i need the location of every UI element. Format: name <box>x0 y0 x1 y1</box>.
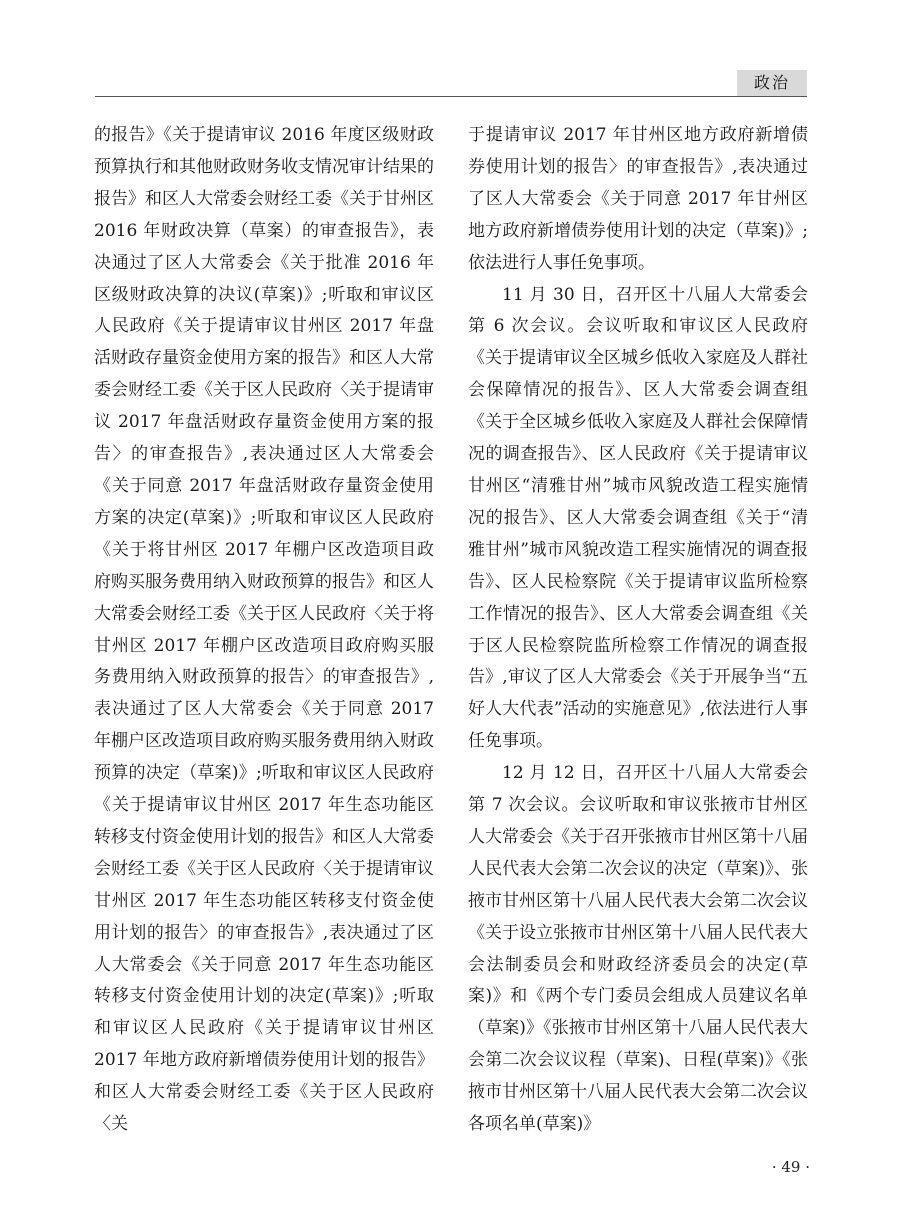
section-tab-politics: 政治 <box>737 70 807 96</box>
page-number: · 49 · <box>771 1158 810 1176</box>
left-paragraph-1: 的报告》《关于提请审议 2016 年度区级财政预算执行和其他财政财务收支情况审计结果的报告》和区人大常委会财经工委《关于甘州区 2016 年财政决算（草案）的审查报告》，表决通过了区人大常委会《关于批准 2016 年区级财政决算的决议(草案)》;听取和审议区人民政府《关于提请审议甘州区 2017 年盘活财政存量资金使用方案的报告》和区人大常委会财经工委《关于区人民政府〈关于提请审议 2017 年盘活财政存量资金使用方案的报告〉的审查报告》,表决通过区人大常委会《关于同意 2017 年盘活财政存量资金使用方案的决定(草案)》;听取和审议区人民政府《关于将甘州区 2017 年棚户区改造项目政府购买服务费用纳入财政预算的报告》和区人大常委会财经工委《关于区人民政府〈关于将甘州区 2017 年棚户区改造项目政府购买服务费用纳入财政预算的报告〉的审查报告》,表决通过了区人大常委会《关于同意 2017 年棚户区改造项目政府购买服务费用纳入财政预算的决定（草案)》;听取和审议区人民政府《关于提请审议甘州区 2017 年生态功能区转移支付资金使用计划的报告》和区人大常委会财经工委《关于区人民政府〈关于提请审议甘州区 2017 年生态功能区转移支付资金使用计划的报告〉的审查报告》,表决通过了区人大常委会《关于同意 2017 年生态功能区转移支付资金使用计划的决定(草案)》;听取和审议区人民政府《关于提请审议甘州区 2017 年地方政府新增债券使用计划的报告》和区人大常委会财经工委《关于区人民政府〈关 <box>94 125 434 1135</box>
right-column <box>468 120 808 1141</box>
right-paragraph-1: 于提请审议 2017 年甘州区地方政府新增债券使用计划的报告〉的审查报告》,表决通过了区人大常委会《关于同意 2017 年甘州区地方政府新增债券使用计划的决定（草案)》;依法进行人事任免事项。 <box>468 125 808 273</box>
left-column <box>94 120 434 1141</box>
header-rule <box>95 96 807 97</box>
right-paragraph-3: 12 月 12 日，召开区十八届人大常委会第 7 次会议。会议听取和审议张掖市甘州区人大常委会《关于召开张掖市甘州区第十八届人民代表大会第二次会议的决定（草案)》、张掖市甘州区第十八届人民代表大会第二次会议《关于设立张掖市甘州区第十八届人民代表大会法制委员会和财政经济委员会的决定(草案)》和《两个专门委员会组成人员建议名单（草案)》《张掖市甘州区第十八届人民代表大会第二次会议议程（草案)、日程(草案)》《张掖市甘州区第十八届人民代表大会第二次会议各项名单(草案)》 <box>468 763 808 1135</box>
right-paragraph-2: 11 月 30 日，召开区十八届人大常委会第 6 次会议。会议听取和审议区人民政府《关于提请审议全区城乡低收入家庭及人群社会保障情况的报告》、区人大常委会调查组《关于全区城乡低收入家庭及人群社会保障情况的调查报告》、区人民政府《关于提请审议甘州区“清雅甘州”城市风貌改造工程实施情况的报告》、区人大常委会调查组《关于“清雅甘州”城市风貌改造工程实施情况的调查报告》、区人民检察院《关于提请审议监所检察工作情况的报告》、区人大常委会调查组《关于区人民检察院监所检察工作情况的调查报告》,审议了区人大常委会《关于开展争当“五好人大代表”活动的实施意见》,依法进行人事任免事项。 <box>468 284 808 752</box>
